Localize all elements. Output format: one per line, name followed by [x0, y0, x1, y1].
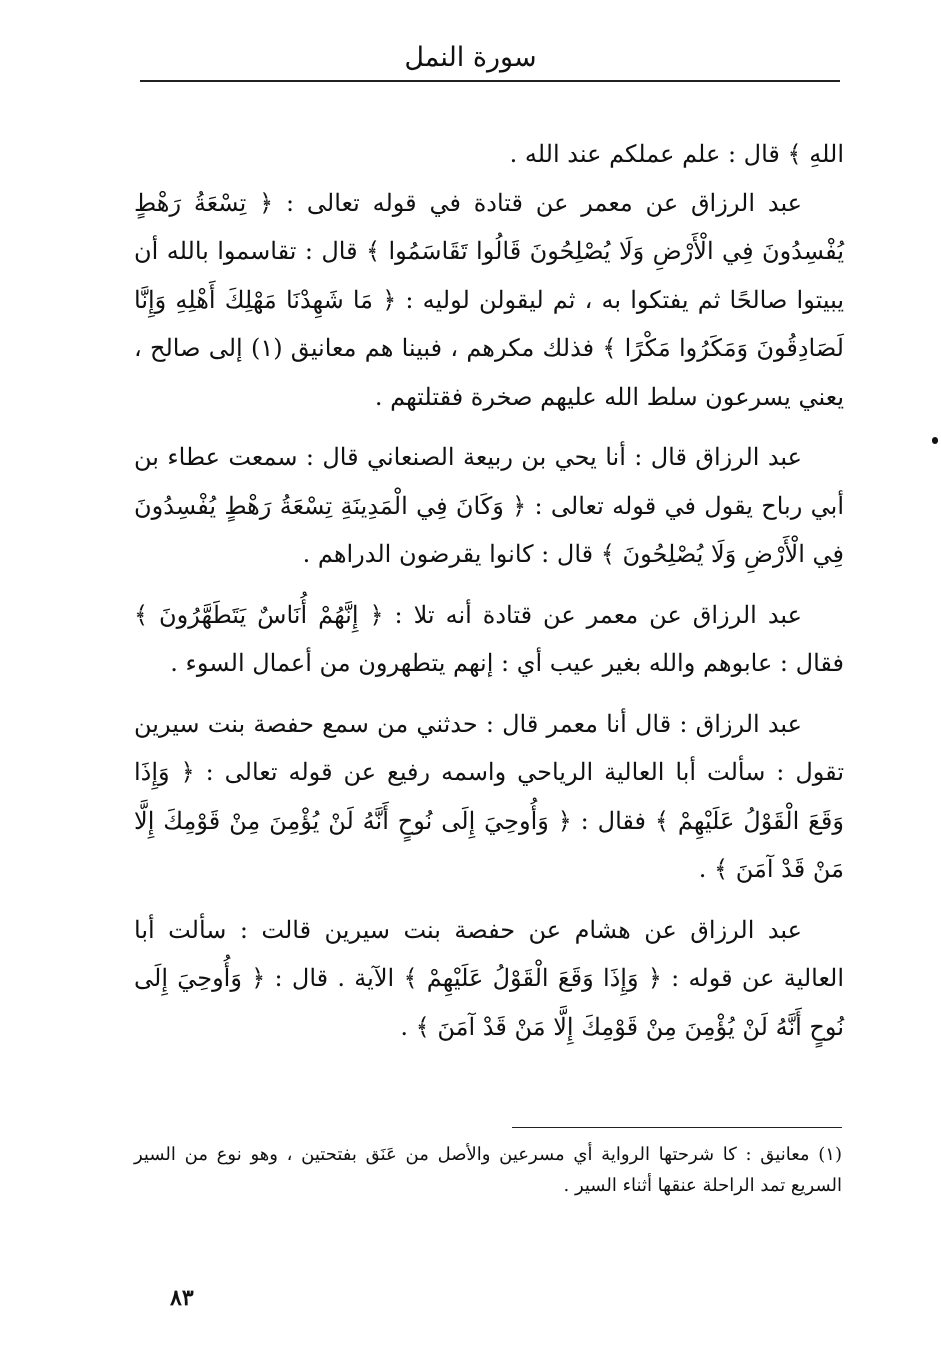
paragraph-3: عبد الرزاق قال : أنا يحي بن ربيعة الصنعاني قال : سمعت عطاء بن أبي رباح يقول في قوله تعالى : ﴿ وَكَانَ فِي الْمَدِينَةِ تِسْعَةُ رَهْطٍ يُفْسِدُونَ فِي الْأَرْضِ وَلَا يُصْلِحُونَ ﴾ قال : كانوا يقرضون الدراهم .	[134, 443, 844, 568]
paragraph-2: عبد الرزاق عن معمر عن قتادة في قوله تعالى : ﴿ تِسْعَةُ رَهْطٍ يُفْسِدُونَ فِي الْأَرْضِ وَلَا يُصْلِحُونَ قَالُوا تَقَاسَمُوا ﴾ قال : تقاسموا بالله أن يبيتوا صالحًا ثم يفتكوا به ، ثم ليقولن لوليه : ﴿ مَا شَهِدْنَا مَهْلِكَ أَهْلِهِ وَإِنَّا لَصَادِقُونَ وَمَكَرُوا مَكْرًا ﴾ فذلك مكرهم ، فبينا هم معانيق (١) إلى صالح ، يعني يسرعون سلط الله عليهم صخرة فقتلتهم .	[134, 188, 844, 411]
paragraph-5: عبد الرزاق : قال أنا معمر قال : حدثني من سمع حفصة بنت سيرين تقول : سألت أبا العالية الرياحي واسمه رفيع عن قوله تعالى : ﴿ وَإِذَا وَقَعَ الْقَوْلُ عَلَيْهِمْ ﴾ فقال : ﴿ وَأُوحِيَ إِلَى نُوحٍ أَنَّهُ لَنْ يُؤْمِنَ مِنْ قَوْمِكَ إِلَّا مَنْ قَدْ آمَنَ ﴾ .	[134, 709, 844, 883]
header-rule	[140, 80, 840, 82]
page-header-title: سورة النمل	[404, 42, 537, 73]
paragraph-4: عبد الرزاق عن معمر عن قتادة أنه تلا : ﴿ إِنَّهُمْ أُنَاسٌ يَتَطَهَّرُونَ ﴾ فقال : عابوهم والله بغير عيب أي : إنهم يتطهرون من أعمال السوء .	[134, 600, 844, 677]
paragraph-6: عبد الرزاق عن هشام عن حفصة بنت سيرين قالت : سألت أبا العالية عن قوله : ﴿ وَإِذَا وَقَعَ الْقَوْلُ عَلَيْهِمْ ﴾ الآية . قال : ﴿ وَأُوحِيَ إِلَى نُوحٍ أَنَّهُ لَنْ يُؤْمِنَ مِنْ قَوْمِكَ إِلَّا مَنْ قَدْ آمَنَ ﴾ .	[134, 915, 844, 1041]
page-number: ٨٣	[170, 1285, 194, 1311]
footnotes	[134, 1139, 842, 1201]
paragraph-1: اللهِ ﴾ قال : علم عملكم عند الله .	[509, 140, 844, 168]
footnote-1: (١) معانيق : كا شرحتها الرواية أي مسرعين والأصل من عَنَق بفتحتين ، وهو نوع من السير السريع تمد الراحلة عنقها أثناء السير .	[134, 1144, 842, 1196]
main-text	[134, 130, 844, 1051]
footnote-rule	[512, 1127, 842, 1128]
margin-mark	[932, 437, 938, 444]
